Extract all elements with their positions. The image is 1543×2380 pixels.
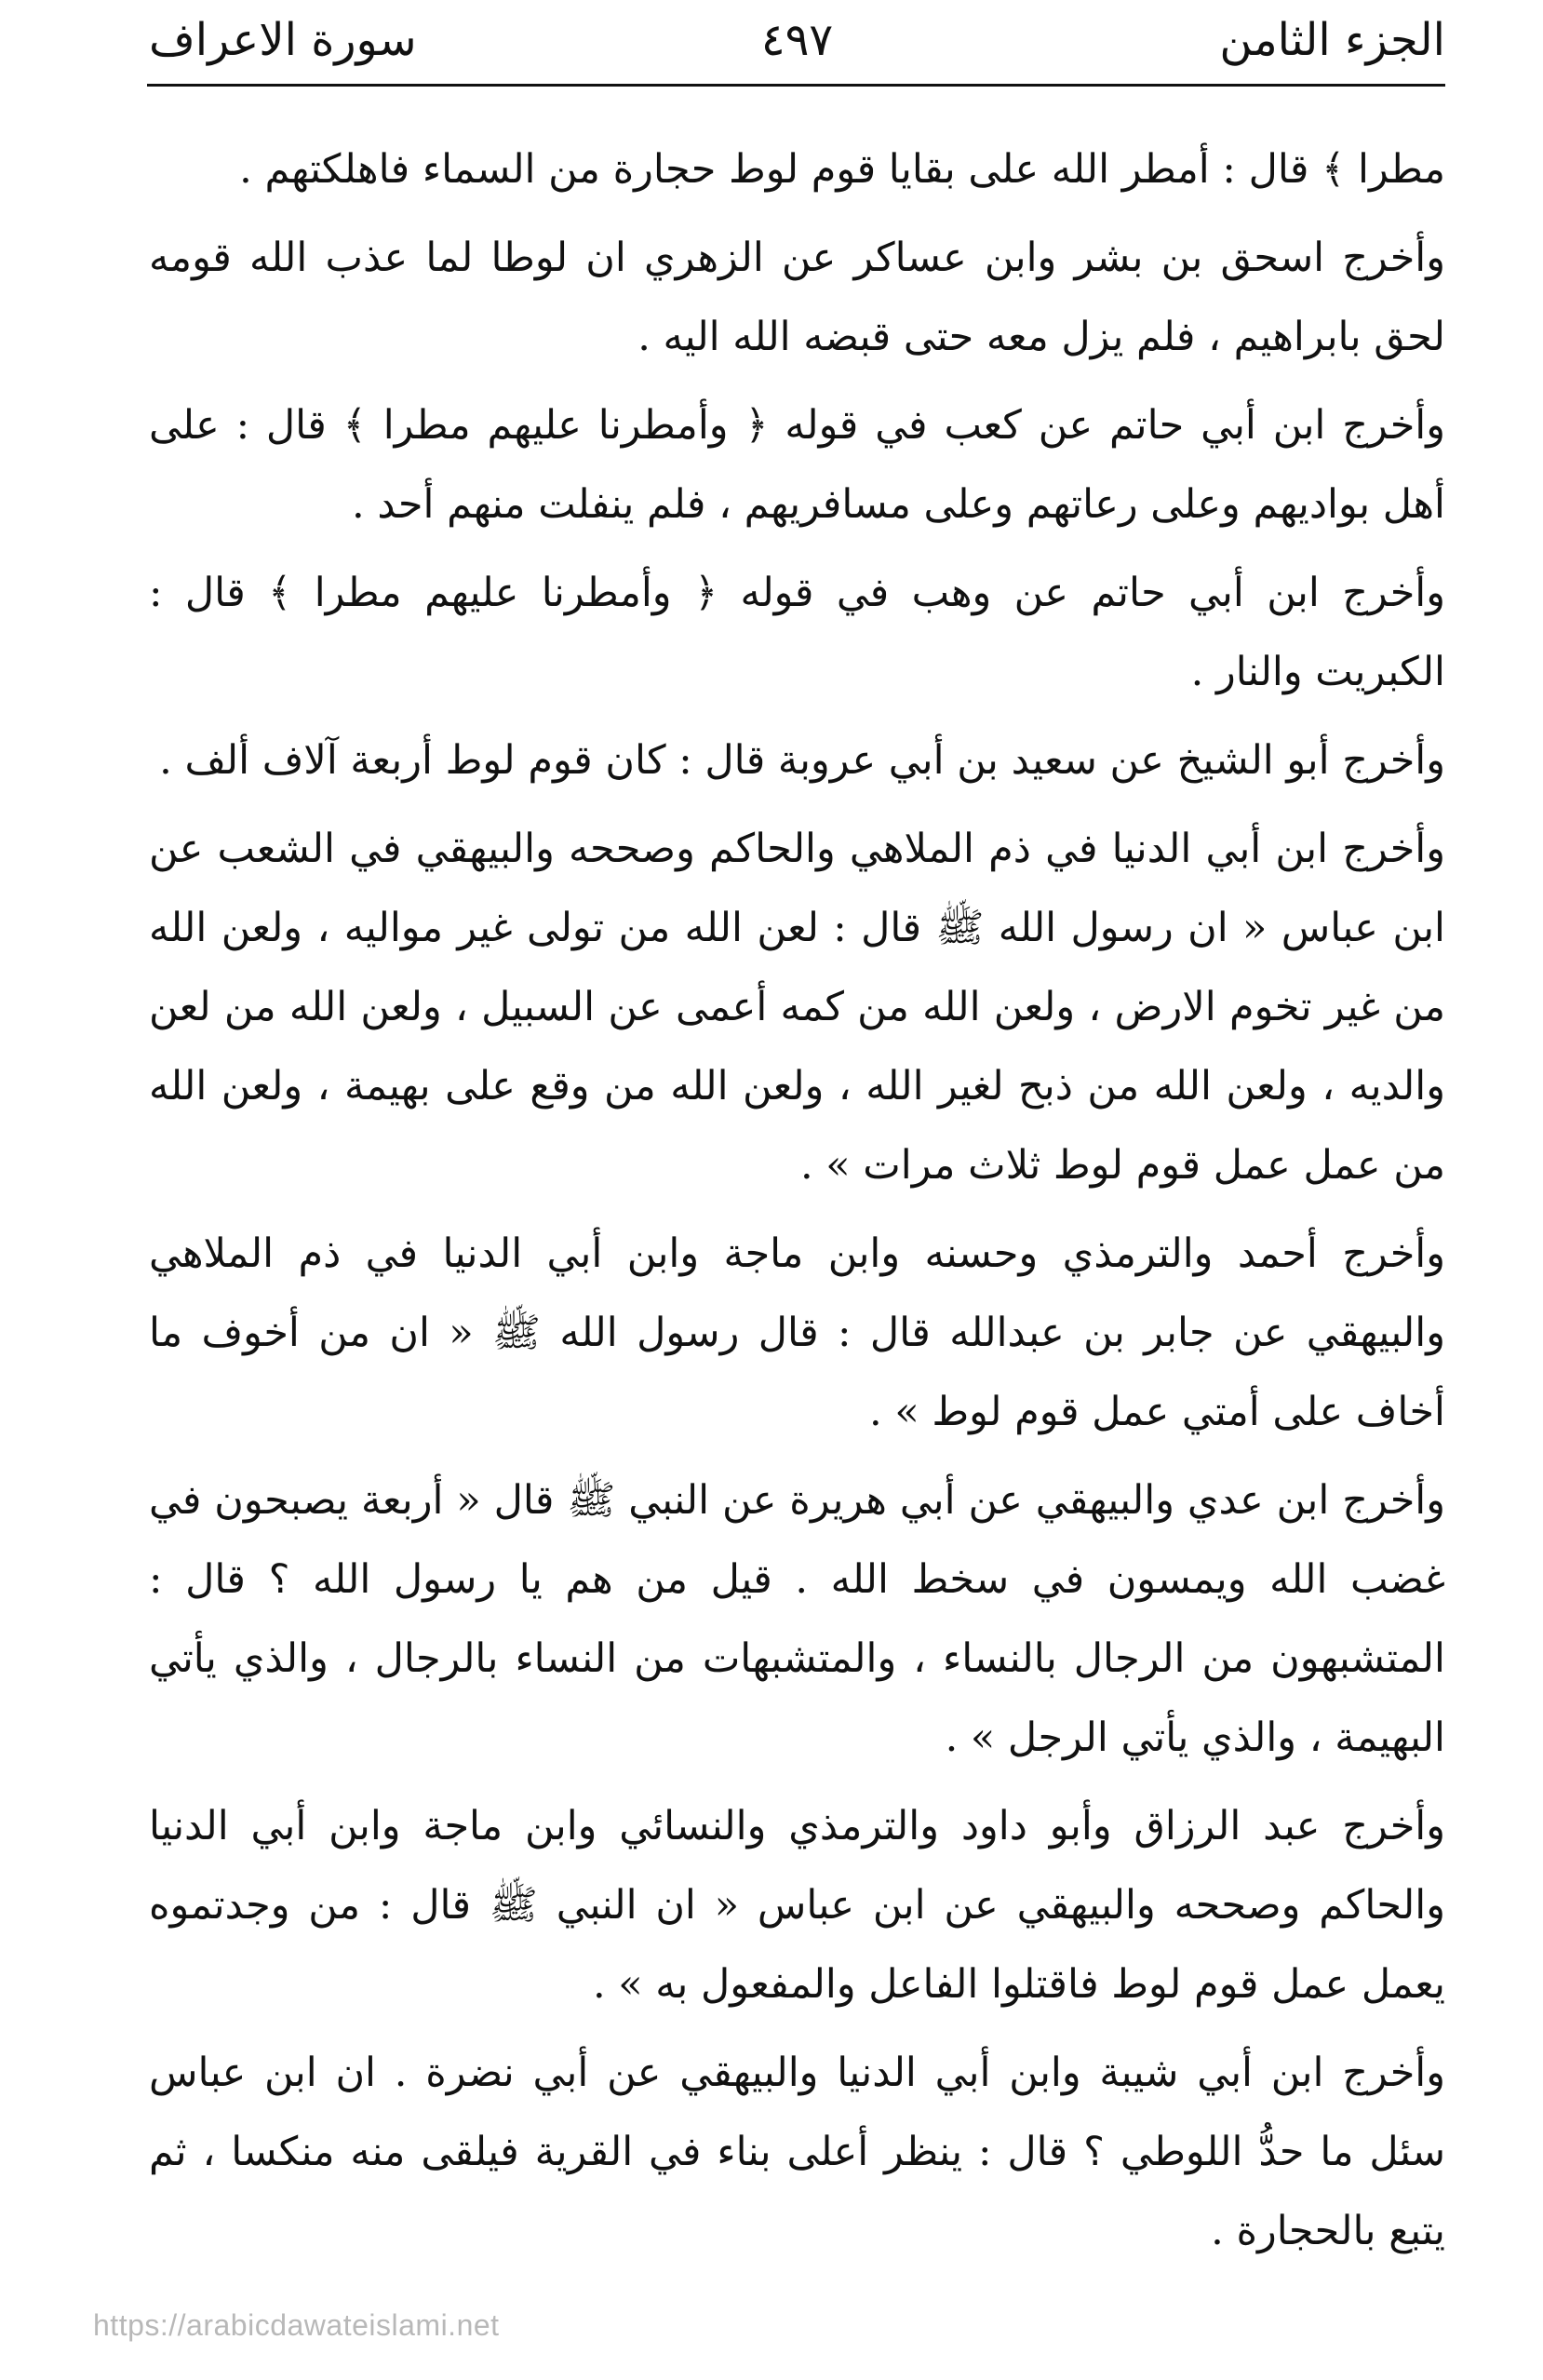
- page-body: [149, 130, 1445, 2280]
- paragraph: وأخرج ابن عدي والبيهقي عن أبي هريرة عن النبي ﷺ قال « أربعة يصبحون في غضب الله ويمسون في سخط الله . قيل من هم يا رسول الله ؟ قال : المتشبهون من الرجال بالنساء ، والمتشبهات من النساء بالرجال ، والذي يأتي البهيمة ، والذي يأتي الرجل » .: [149, 1477, 1445, 1761]
- surah-title: سورة الاعراف: [149, 14, 417, 66]
- paragraph: وأخرج أحمد والترمذي وحسنه وابن ماجة وابن أبي الدنيا في ذم الملاهي والبيهقي عن جابر بن عبدالله قال : قال رسول الله ﷺ « ان من أخوف ما أخاف على أمتي عمل قوم لوط » .: [149, 1230, 1445, 1435]
- paragraph: وأخرج عبد الرزاق وأبو داود والترمذي والنسائي وابن ماجة وابن أبي الدنيا والحاكم وصححه والبيهقي عن ابن عباس « ان النبي ﷺ قال : من وجدتموه يعمل عمل قوم لوط فاقتلوا الفاعل والمفعول به » .: [149, 1803, 1445, 2008]
- header-divider: [147, 84, 1445, 87]
- paragraph: وأخرج اسحق بن بشر وابن عساكر عن الزهري ان لوطا لما عذب الله قومه لحق بابراهيم ، فلم يزل معه حتى قبضه الله اليه .: [149, 235, 1445, 360]
- paragraph: وأخرج أبو الشيخ عن سعيد بن أبي عروبة قال : كان قوم لوط أربعة آلاف ألف .: [159, 737, 1445, 784]
- paragraph: مطرا ﴾ قال : أمطر الله على بقايا قوم لوط حجارة من السماء فاهلكتهم .: [239, 146, 1445, 193]
- watermark-url: https://arabicdawateislami.net: [93, 2308, 500, 2342]
- page-header: [149, 0, 1445, 88]
- paragraph: وأخرج ابن أبي الدنيا في ذم الملاهي والحاكم وصححه والبيهقي في الشعب عن ابن عباس « ان رسول الله ﷺ قال : لعن الله من تولى غير مواليه ، ولعن الله من غير تخوم الارض ، ولعن الله من كمه أعمى عن السبيل ، ولعن الله من لعن والديه ، ولعن الله من ذبح لغير الله ، ولعن الله من وقع على بهيمة ، ولعن الله من عمل عمل قوم لوط ثلاث مرات » .: [149, 826, 1445, 1189]
- part-title: الجزء الثامن: [1219, 14, 1445, 66]
- page-number: ٤٩٧: [760, 14, 834, 66]
- paragraph: وأخرج ابن أبي حاتم عن كعب في قوله ﴿ وأمطرنا عليهم مطرا ﴾ قال : على أهل بواديهم وعلى رعاتهم وعلى مسافريهم ، فلم ينفلت منهم أحد .: [149, 402, 1445, 528]
- paragraph: وأخرج ابن أبي شيبة وابن أبي الدنيا والبيهقي عن أبي نضرة . ان ابن عباس سئل ما حدُّ اللوطي ؟ قال : ينظر أعلى بناء في القرية فيلقى منه منكسا ، ثم يتبع بالحجارة .: [149, 2050, 1445, 2254]
- paragraph: وأخرج ابن أبي حاتم عن وهب في قوله ﴿ وأمطرنا عليهم مطرا ﴾ قال : الكبريت والنار .: [149, 570, 1445, 695]
